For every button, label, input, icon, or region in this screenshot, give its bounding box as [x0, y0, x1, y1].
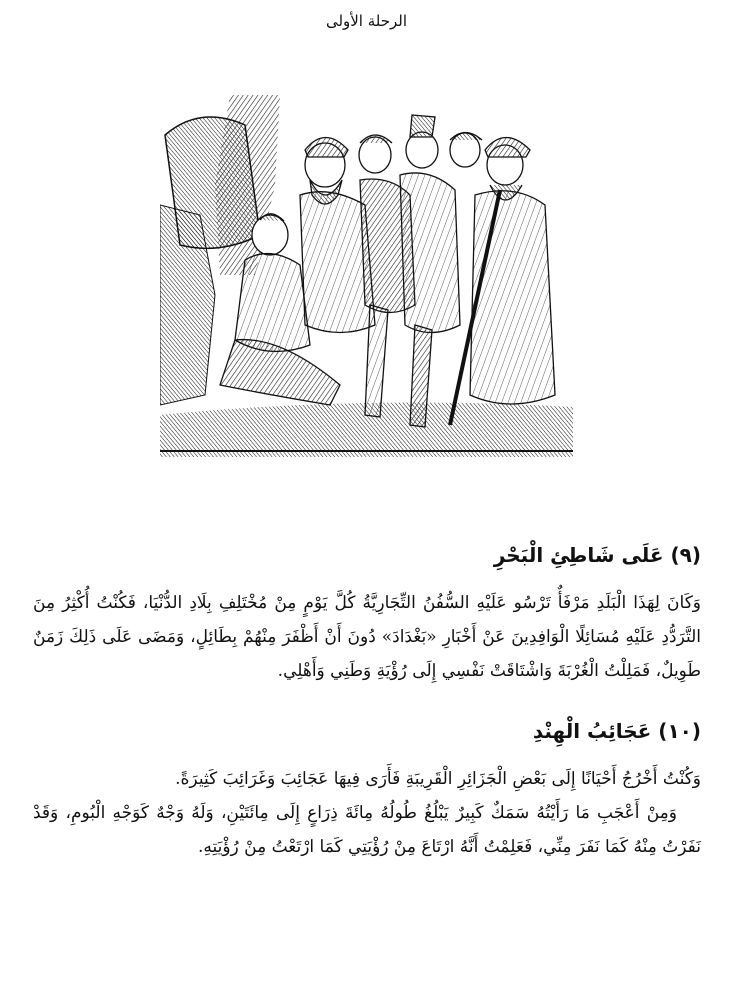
section-heading-shore: (٩) عَلَى شَاطِئِ الْبَحْرِ: [493, 543, 701, 567]
paragraph-india-1: وَكُنْتُ أَخْرُجُ أَحْيَانًا إِلَى بَعْضِ الْجَزَائِرِ الْقَرِيبَةِ فَأَرَى فِيهَا عَجَائِبَ وَغَرَائِبَ كَثِيرَةً.: [175, 769, 701, 789]
section-heading-india: (١٠) عَجَائِبُ الْهِنْدِ: [532, 719, 701, 743]
running-header: الرحلة الأولى: [325, 12, 408, 30]
engraving-illustration: [160, 95, 573, 457]
paragraph-india-2: وَمِنْ أَعْجَبِ مَا رَأَيْتُهُ سَمَكٌ كَبِيرٌ يَبْلُغُ طُولُهُ مِائَةَ ذِرَاعٍ إِلَى مِائَتَيْنِ، وَلَهُ وَجْهٌ كَوَجْهِ الْبُومِ، وَقَدْ نَفَرْتُ مِنْهُ كَمَا نَفَرَ مِنِّي، فَعَلِمْتُ أَنَّهُ ارْتَاعَ مِنْ رُؤْيَتِي كَمَا ارْتَعْتُ مِنْ رُؤْيَتِهِ.: [33, 803, 701, 857]
paragraph-shore: وَكَانَ لِهَذَا الْبَلَدِ مَرْفَأٌ تَرْسُو عَلَيْهِ السُّفُنُ التِّجَارِيَّةُ كُلَّ يَوْمٍ مِنْ مُخْتَلِفِ بِلَادِ الدُّنْيَا، فَكُنْتُ أُكْثِرُ مِنَ التَّرَدُّدِ عَلَيْهِ مُسَائِلًا الْوَافِدِينَ عَنْ أَخْبَارِ «بَغْدَادَ» دُونَ أَنْ أَظْفَرَ مِنْهُمْ بِطَائِلٍ، وَمَضَى عَلَى ذَلِكَ زَمَنٌ طَوِيلٌ، فَمَلِلْتُ الْغُرْبَةَ وَاشْتَاقَتْ نَفْسِي إِلَى رُؤْيَةِ وَطَنِي وَأَهْلِي.: [33, 593, 701, 681]
main-text: [33, 538, 701, 864]
